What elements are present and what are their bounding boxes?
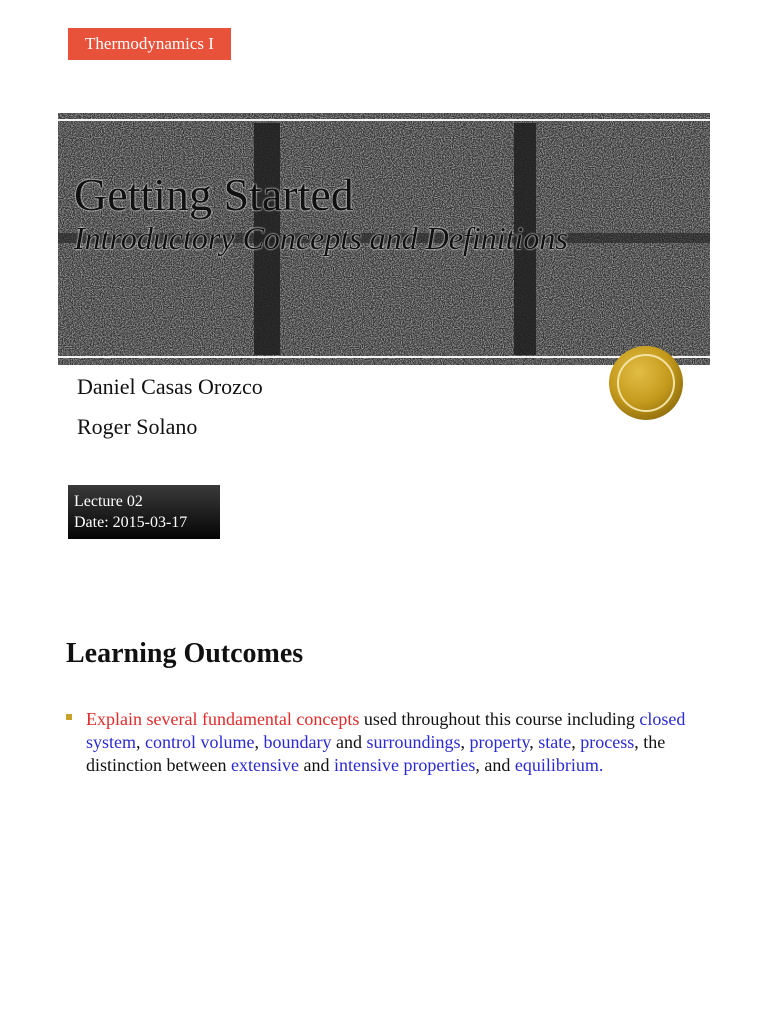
keyword-property: property: [469, 732, 530, 752]
author-name: Daniel Casas Orozco: [77, 374, 263, 399]
author-name: Roger Solano: [77, 414, 198, 439]
banner-top-rule: [58, 119, 710, 121]
outcome-lead-highlight: Explain several fundamental concepts: [86, 709, 360, 729]
learning-outcome-text: [86, 708, 716, 777]
slide-subtitle: Introductory Concepts and Definitions: [74, 220, 568, 256]
lecture-date: Date: 2015-03-17: [74, 514, 188, 531]
learning-outcome-item: [66, 708, 716, 777]
outcome-text: ,: [460, 732, 470, 752]
keyword-equilibrium: equilibrium.: [514, 755, 604, 775]
outcome-text: and: [298, 755, 334, 775]
lecture-info-box: [68, 485, 220, 539]
keyword-closed-system: closed system: [86, 709, 686, 752]
outcome-text: ,: [529, 732, 539, 752]
outcome-text: and: [331, 732, 367, 752]
keyword-surroundings: surroundings: [366, 732, 461, 752]
keyword-state: state: [538, 732, 572, 752]
outcome-text: , the distinction between: [86, 732, 666, 775]
outcome-text: ,: [571, 732, 581, 752]
keyword-boundary: boundary: [263, 732, 332, 752]
course-tag: Thermodynamics I: [68, 28, 231, 60]
lecture-number: Lecture 02: [74, 493, 143, 510]
keyword-process: process: [580, 732, 635, 752]
keyword-control-volume: control volume: [145, 732, 255, 752]
square-bullet-icon: [66, 714, 72, 720]
gold-medallion-icon: [608, 345, 684, 421]
keyword-intensive-properties: intensive properties: [333, 755, 476, 775]
outcome-text: , and: [475, 755, 515, 775]
keyword-extensive: extensive: [230, 755, 299, 775]
outcome-text: ,: [254, 732, 264, 752]
outcome-text: used throughout this course including: [359, 709, 640, 729]
outcome-text: ,: [136, 732, 146, 752]
slide-title: Getting Started: [74, 169, 354, 220]
section-title: Learning Outcomes: [66, 638, 304, 669]
